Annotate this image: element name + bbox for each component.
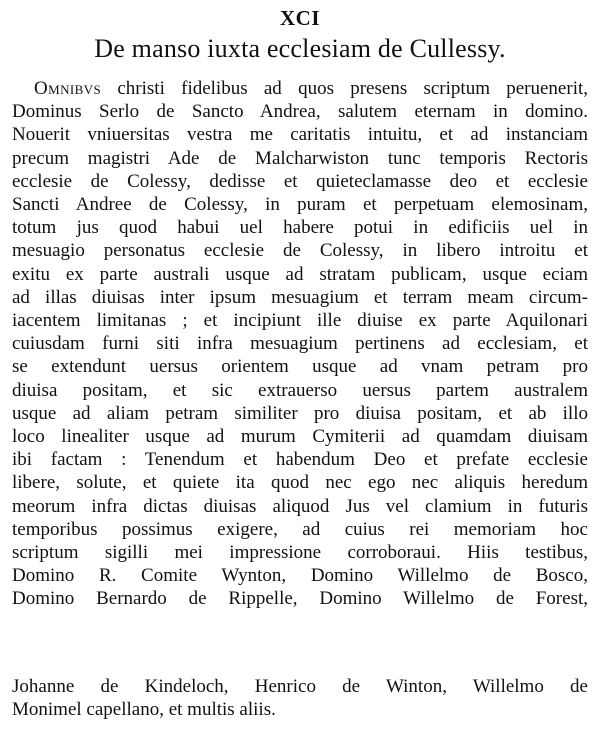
body-line: Domino R. Comite Wynton, Domino Willelmo de Bosco,	[12, 565, 588, 587]
body-line: mesuagio personatus ecclesie de Colessy, in libero introitu et	[12, 240, 588, 262]
body-line: ad illas diuisas inter ipsum mesuagium et terram meam circum-	[12, 286, 588, 308]
body-line: Dominus Serlo de Sancto Andrea, salutem eternam in domino.	[12, 101, 588, 123]
body-line: Sancti Andree de Colessy, in puram et perpetuam elemosinam,	[12, 194, 588, 216]
charter-number: XCI	[279, 6, 320, 30]
body-line: loco linealiter usque ad murum Cymiterii ad quamdam diuisam	[12, 426, 588, 448]
body-line: meorum infra dictas diuisas aliquod Jus vel clamium in futuris	[12, 495, 588, 517]
body-line: ibi factam : Tenendum et habendum Deo et prefate ecclesie	[12, 449, 588, 471]
opening-word: Omnibvs	[34, 78, 102, 99]
body-line: libere, solute, et quiete ita quod nec ego nec aliquis heredum	[12, 472, 588, 494]
body-line: scriptum sigilli mei impressione corroboraui. Hiis testibus,	[12, 542, 588, 564]
body-line: usque ad aliam petram similiter pro diuisa positam, et ab illo	[12, 402, 588, 424]
body-line: Nouerit vniuersitas vestra me caritatis intuitu, et ad instanciam	[12, 124, 588, 146]
body-line: iacentem limitanas ; et incipiunt ille diuise ex parte Aquilonari	[12, 310, 588, 332]
charter-witnesses-continuation	[12, 675, 588, 721]
body-line: Johanne de Kindeloch, Henrico de Winton, Willelmo de	[12, 676, 588, 697]
body-line: exitu ex parte australi usque ad stratam publicam, usque eciam	[12, 263, 588, 285]
body-line: ecclesie de Colessy, dedisse et quieteclamasse deo et ecclesie	[12, 170, 588, 192]
body-line: se extendunt uersus orientem usque ad vnam petram pro	[12, 356, 588, 378]
body-line: Monimel capellano, et multis aliis.	[12, 699, 276, 721]
body-line: Omnibvs christi fidelibus ad quos presens scriptum peruenerit,	[34, 78, 588, 99]
charter-title: De manso iuxta ecclesiam de Cullessy.	[94, 34, 506, 63]
body-line: Domino Bernardo de Rippelle, Domino Willelmo de Forest,	[12, 588, 588, 610]
body-line: cuiusdam furni siti infra mesuagium pertinens ad ecclesiam, et	[12, 333, 588, 355]
body-line: temporibus possimus exigere, ad cuius rei memoriam hoc	[12, 518, 588, 540]
charter-body	[12, 77, 588, 611]
body-line: totum jus quod habui uel habere potui in edificiis uel in	[12, 217, 588, 239]
body-line: diuisa positam, et sic extrauerso uersus partem australem	[12, 379, 588, 401]
body-line: precum magistri Ade de Malcharwiston tunc temporis Rectoris	[12, 147, 588, 169]
